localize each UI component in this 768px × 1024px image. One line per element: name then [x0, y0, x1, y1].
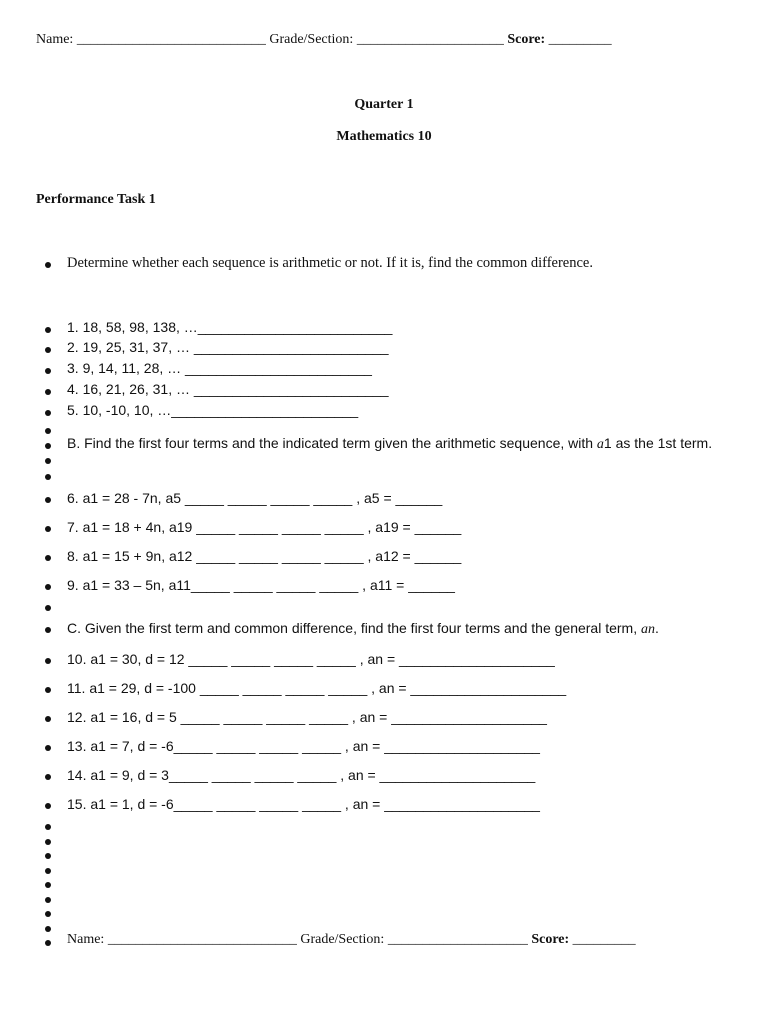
footer-grade-blank[interactable]: ____________________: [387, 932, 528, 947]
bullet: [45, 687, 51, 693]
bullet: [45, 368, 51, 374]
instruction-a: Determine whether each sequence is arithmetic or not. If it is, find the common difference.: [67, 255, 593, 271]
part-c-instruction: C. Given the first term and common difference, find the first four terms and the general term, an.: [67, 620, 659, 637]
score-blank[interactable]: _________: [548, 32, 612, 47]
part-c-item-12[interactable]: 12. a1 = 16, d = 5 _____ _____ _____ _____ , an = ____________________: [67, 709, 547, 725]
bullet: [45, 774, 51, 780]
bullet: [45, 584, 51, 590]
part-c-item-13[interactable]: 13. a1 = 7, d = -6_____ _____ _____ _____ , an = ____________________: [67, 738, 540, 754]
header-line: [36, 32, 612, 48]
bullet: [45, 389, 51, 395]
bullet: [45, 526, 51, 532]
bullet: [45, 940, 51, 946]
task-title: Performance Task 1: [36, 192, 156, 207]
part-c-item-10[interactable]: 10. a1 = 30, d = 12 _____ _____ _____ _____ , an = ____________________: [67, 651, 555, 667]
footer-grade-label: Grade/Section:: [300, 932, 385, 947]
variable-an: an: [641, 622, 655, 637]
footer-name-label: Name:: [67, 932, 105, 947]
bullet: [45, 262, 51, 268]
bullet: [45, 926, 51, 932]
footer-name-blank[interactable]: ___________________________: [107, 932, 297, 947]
part-b-item-6[interactable]: 6. a1 = 28 - 7n, a5 _____ _____ _____ _____ , a5 = ______: [67, 490, 443, 506]
bullet: [45, 443, 51, 449]
bullet: [45, 897, 51, 903]
bullet: [45, 882, 51, 888]
part-a-item-5[interactable]: 5. 10, -10, 10, …________________________: [67, 402, 359, 418]
bullet: [45, 803, 51, 809]
grade-label: Grade/Section:: [269, 32, 354, 47]
bullet: [45, 658, 51, 664]
name-blank[interactable]: ___________________________: [76, 32, 266, 47]
footer-line: [67, 932, 636, 948]
bullet: [45, 627, 51, 633]
bullet: [45, 716, 51, 722]
grade-blank[interactable]: _____________________: [356, 32, 504, 47]
bullet: [45, 497, 51, 503]
bullet: [45, 410, 51, 416]
bullet: [45, 868, 51, 874]
bullet: [45, 474, 51, 480]
bullet: [45, 428, 51, 434]
bullet: [45, 853, 51, 859]
part-c-item-11[interactable]: 11. a1 = 29, d = -100 _____ _____ _____ _____ , an = ____________________: [67, 680, 567, 696]
variable-a: a: [596, 437, 604, 452]
part-c-item-14[interactable]: 14. a1 = 9, d = 3_____ _____ _____ _____ , an = ____________________: [67, 767, 536, 783]
part-a-item-1[interactable]: 1. 18, 58, 98, 138, …_________________________: [67, 319, 393, 335]
footer-score-label: Score:: [531, 932, 570, 947]
part-b-item-8[interactable]: 8. a1 = 15 + 9n, a12 _____ _____ _____ _____ , a12 = ______: [67, 548, 462, 564]
score-label: Score:: [507, 32, 546, 47]
subject-title: Mathematics 10: [336, 129, 432, 144]
part-a-item-3[interactable]: 3. 9, 14, 11, 28, … ________________________: [67, 360, 372, 376]
name-label: Name:: [36, 32, 74, 47]
quarter-title: Quarter 1: [354, 97, 414, 112]
bullet: [45, 911, 51, 917]
bullet: [45, 555, 51, 561]
footer-score-blank[interactable]: _________: [572, 932, 636, 947]
part-b-item-9[interactable]: 9. a1 = 33 – 5n, a11_____ _____ _____ _____ , a11 = ______: [67, 577, 455, 593]
bullet: [45, 347, 51, 353]
bullet: [45, 839, 51, 845]
part-a-item-2[interactable]: 2. 19, 25, 31, 37, … _________________________: [67, 339, 389, 355]
part-b-item-7[interactable]: 7. a1 = 18 + 4n, a19 _____ _____ _____ _____ , a19 = ______: [67, 519, 462, 535]
bullet: [45, 745, 51, 751]
bullet: [45, 458, 51, 464]
part-a-item-4[interactable]: 4. 16, 21, 26, 31, … _________________________: [67, 381, 389, 397]
bullet: [45, 327, 51, 333]
part-b-instruction: B. Find the first four terms and the indicated term given the arithmetic sequence, with a1 as the 1st term.: [67, 435, 713, 452]
part-c-item-15[interactable]: 15. a1 = 1, d = -6_____ _____ _____ _____ , an = ____________________: [67, 796, 540, 812]
bullet: [45, 605, 51, 611]
bullet: [45, 824, 51, 830]
